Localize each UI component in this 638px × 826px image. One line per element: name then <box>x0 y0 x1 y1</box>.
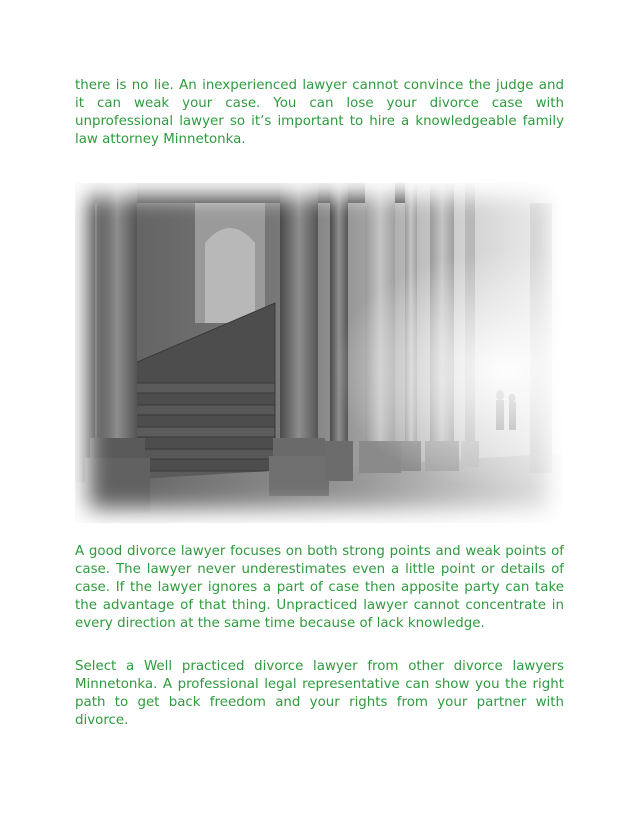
paragraph-select-lawyer: Select a Well practiced divorce lawyer from other divorce lawyers Minnetonka. A professional legal representative can show you the right path to get back freedom and your rights from your partner with divorce. <box>75 659 564 728</box>
colonnade-illustration <box>75 183 563 523</box>
courthouse-colonnade-photo <box>75 183 563 523</box>
paragraph-intro: there is no lie. An inexperienced lawyer cannot convince the judge and it can weak your case. You can lose your divorce case with unprofessional lawyer so it’s important to hire a knowledgeable family law attorney Minnetonka. <box>75 78 564 147</box>
paragraph-good-lawyer: A good divorce lawyer focuses on both strong points and weak points of case. The lawyer never underestimates even a little point or details of case. If the lawyer ignores a part of case then apposite party can take the advantage of that thing. Unpracticed lawyer cannot concentrate in every direction at the same time because of lack knowledge. <box>75 544 564 631</box>
